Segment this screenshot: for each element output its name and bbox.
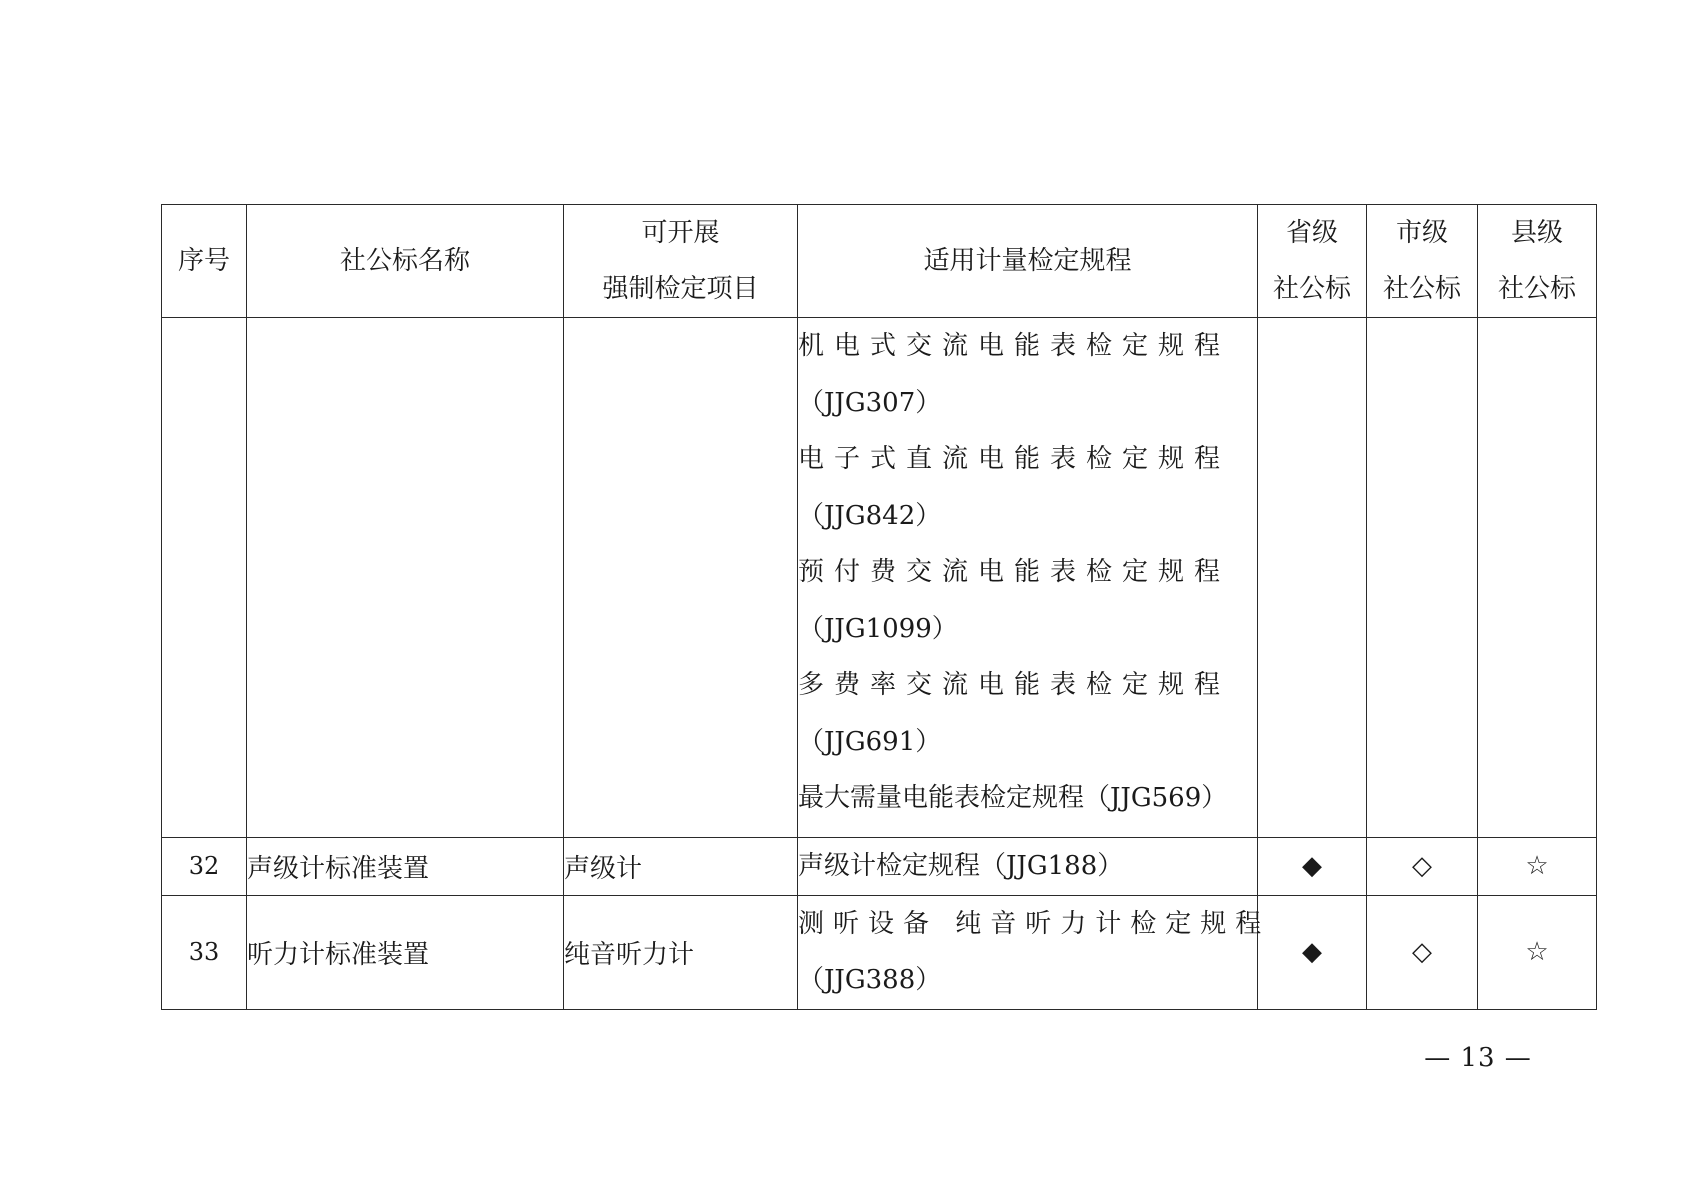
county-mark-star-icon: ☆ [1478,838,1597,896]
county-mark-star-icon: ☆ [1478,895,1597,1009]
regulation-code: （JJG307） [798,387,942,418]
regulation-text: 声级计检定规程（JJG188） [798,851,1124,881]
header-county-line1: 县级 [1510,218,1563,248]
header-province-line1: 省级 [1285,218,1338,248]
regulation-code: （JJG691） [798,726,942,757]
regulation-text: 电子式直流电能表检定规程 [798,444,1231,474]
cell-county-empty [1478,318,1597,838]
standards-table [161,204,1597,1010]
regulation-code: （JJG388） [798,965,942,995]
regulation-text: 最大需量电能表检定规程（JJG569） [798,783,1228,813]
regulation-code: （JJG1099） [798,613,958,644]
regulation-text: 多费率交流电能表检定规程 [798,670,1231,700]
regulation-text: 机电式交流电能表检定规程 [798,331,1231,361]
city-mark-hollow-diamond-icon: ◇ [1367,838,1478,896]
table-row-continuation [162,318,1597,838]
header-item-line1: 可开展 [641,218,720,248]
page-number: — 13 — [1424,1043,1532,1073]
header-city-line1: 市级 [1395,218,1448,248]
cell-serial-number: 33 [162,895,247,1009]
header-county-line2: 社公标 [1497,274,1576,304]
cell-regulation [798,895,1271,1009]
cell-regulations [798,318,1258,838]
regulation-text: 预付费交流电能表检定规程 [798,557,1231,587]
provincial-mark-filled-diamond-icon: ◆ [1258,895,1367,1009]
provincial-mark-filled-diamond-icon: ◆ [1258,838,1367,896]
cell-province-empty [1258,318,1367,838]
cell-verification-item: 纯音听力计 [564,895,798,1009]
header-provincial-level [1258,205,1367,318]
header-item-line2: 强制检定项目 [602,274,759,304]
cell-serial-number: 32 [162,838,247,896]
cell-item-empty [564,318,798,838]
table-header-row [162,205,1597,318]
header-serial-number: 序号 [162,205,247,318]
header-city-level [1367,205,1478,318]
regulation-code: （JJG842） [798,500,942,531]
cell-standard-name: 声级计标准装置 [247,838,564,896]
cell-name-empty [247,318,564,838]
cell-city-empty [1367,318,1478,838]
header-regulation: 适用计量检定规程 [798,205,1258,318]
cell-serial-empty [162,318,247,838]
cell-regulation [798,838,1258,896]
header-city-line2: 社公标 [1382,274,1461,304]
header-standard-name: 社公标名称 [247,205,564,318]
city-mark-hollow-diamond-icon: ◇ [1367,895,1478,1009]
header-county-level [1478,205,1597,318]
header-province-line2: 社公标 [1272,274,1351,304]
regulation-text: 测听设备 纯音听力计检定规程 [798,908,1271,939]
cell-verification-item: 声级计 [564,838,798,896]
table-row [162,838,1597,896]
table-row [162,895,1597,1009]
cell-standard-name: 听力计标准装置 [247,895,564,1009]
header-verification-item [564,205,798,318]
